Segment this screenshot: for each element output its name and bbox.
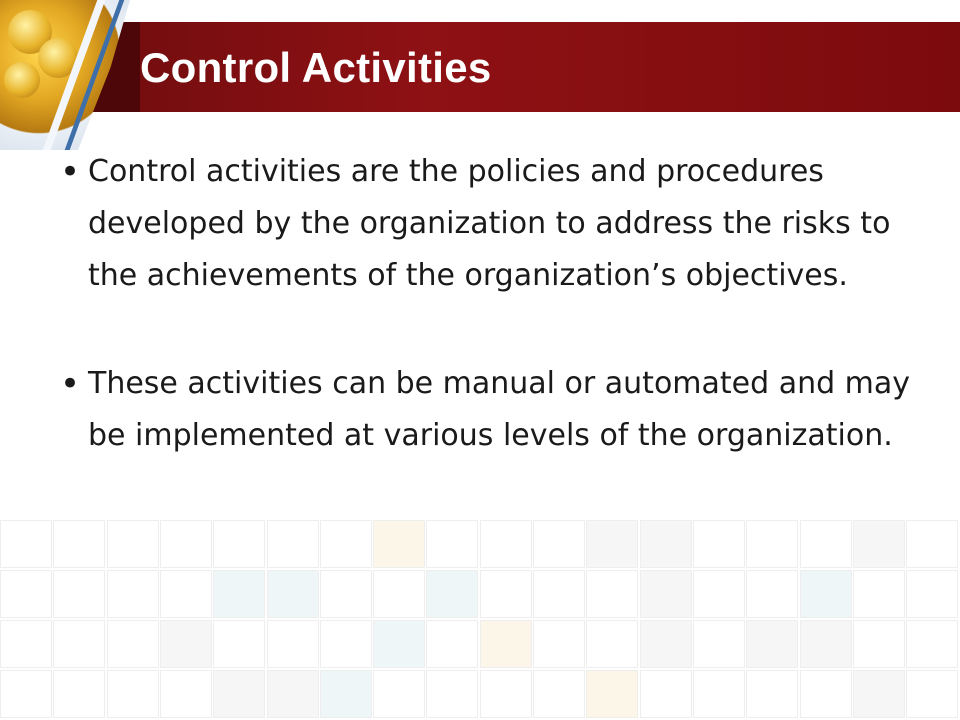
background-tile	[693, 520, 745, 568]
background-tile	[107, 670, 159, 718]
bullet-text: Control activities are the policies and procedures developed by the organization to address the risks to the achievements of the organization’s objectives.	[88, 154, 891, 293]
background-tile	[586, 570, 638, 618]
slide-title: Control Activities	[140, 44, 492, 91]
background-tile	[800, 520, 852, 568]
background-tile	[693, 670, 745, 718]
background-tile	[53, 520, 105, 568]
bullet-list	[60, 146, 940, 462]
background-tile	[213, 670, 265, 718]
background-tile	[0, 570, 52, 618]
background-tile	[480, 620, 532, 668]
background-tile	[0, 670, 52, 718]
bullet-text: These activities can be manual or automated and may be implemented at various levels of the organization.	[88, 366, 911, 453]
background-tile	[373, 620, 425, 668]
background-tile	[906, 570, 958, 618]
bullet-dot-icon: •	[60, 364, 81, 404]
background-tile	[480, 570, 532, 618]
background-tile	[213, 520, 265, 568]
background-tile	[107, 620, 159, 668]
bullet-item	[60, 358, 940, 462]
background-tile	[107, 520, 159, 568]
background-tile	[320, 570, 372, 618]
background-tile	[853, 670, 905, 718]
background-tile	[853, 570, 905, 618]
background-tile	[800, 620, 852, 668]
bullet-dot-icon: •	[60, 152, 81, 192]
background-tile	[853, 620, 905, 668]
background-tile-pattern	[0, 520, 960, 720]
coin-icon	[4, 62, 40, 98]
background-tile	[746, 520, 798, 568]
background-tile	[53, 570, 105, 618]
background-tile	[320, 520, 372, 568]
background-tile	[640, 670, 692, 718]
background-tile	[693, 620, 745, 668]
background-tile	[426, 620, 478, 668]
background-tile	[640, 570, 692, 618]
background-tile	[373, 520, 425, 568]
background-tile	[320, 670, 372, 718]
background-tile	[0, 520, 52, 568]
background-tile	[53, 620, 105, 668]
background-tile	[746, 670, 798, 718]
background-tile	[0, 620, 52, 668]
background-tile	[800, 670, 852, 718]
background-tile	[160, 620, 212, 668]
background-tile	[746, 620, 798, 668]
background-tile	[53, 670, 105, 718]
background-tile	[426, 520, 478, 568]
background-tile	[586, 520, 638, 568]
background-tile	[800, 570, 852, 618]
background-tile	[640, 620, 692, 668]
background-tile	[107, 570, 159, 618]
background-tile	[693, 570, 745, 618]
background-tile	[480, 670, 532, 718]
background-tile	[373, 570, 425, 618]
background-tile	[906, 520, 958, 568]
background-tile	[213, 570, 265, 618]
background-tile	[320, 620, 372, 668]
background-tile	[480, 520, 532, 568]
background-tile	[586, 620, 638, 668]
background-tile	[533, 620, 585, 668]
background-tile	[906, 620, 958, 668]
background-tile	[906, 670, 958, 718]
background-tile	[533, 670, 585, 718]
background-tile	[746, 570, 798, 618]
background-tile	[160, 520, 212, 568]
background-tile	[160, 670, 212, 718]
background-tile	[160, 570, 212, 618]
background-tile	[267, 620, 319, 668]
background-tile	[373, 670, 425, 718]
background-tile	[267, 670, 319, 718]
background-tile	[533, 570, 585, 618]
background-tile	[426, 570, 478, 618]
background-tile	[213, 620, 265, 668]
background-tile	[640, 520, 692, 568]
background-tile	[533, 520, 585, 568]
background-tile	[426, 670, 478, 718]
background-tile	[586, 670, 638, 718]
background-tile	[267, 570, 319, 618]
background-tile	[853, 520, 905, 568]
background-tile	[267, 520, 319, 568]
bullet-item	[60, 146, 940, 302]
